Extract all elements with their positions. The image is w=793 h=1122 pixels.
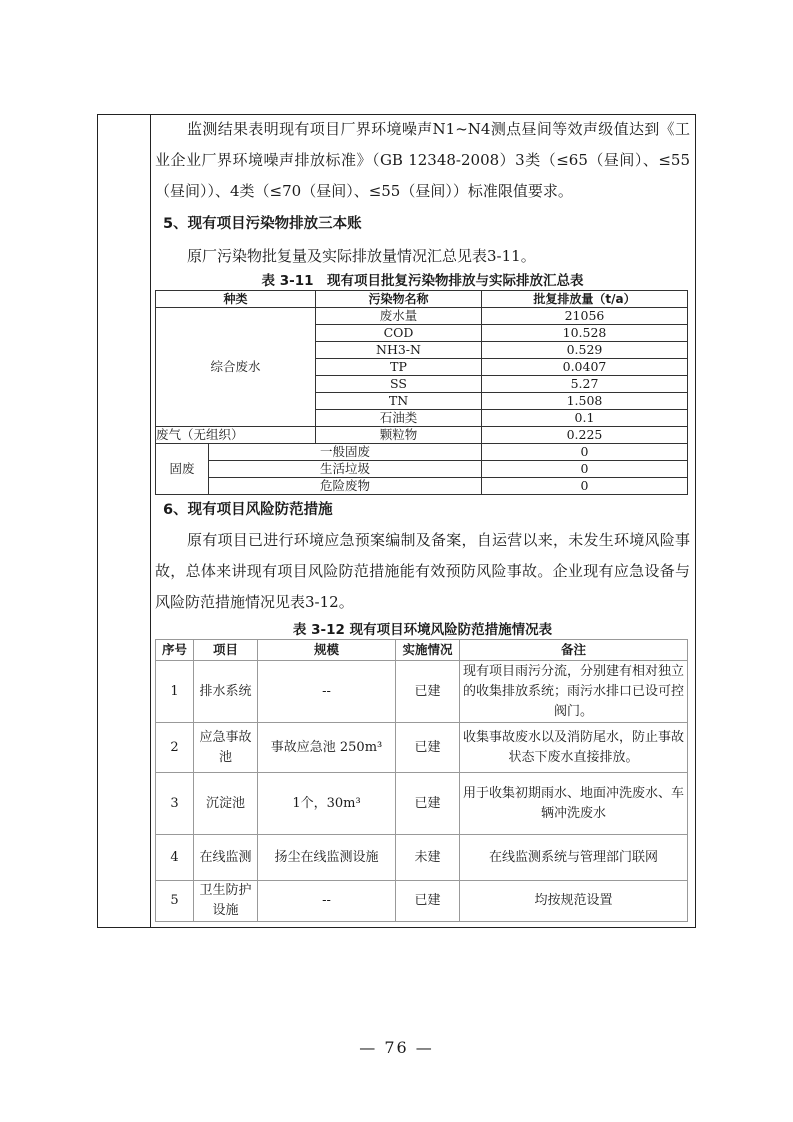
section5-heading: 5、现有项目污染物排放三本账 [163, 216, 362, 232]
table-3-12-caption: 表 3-12 现有项目环境风险防范措施情况表 [292, 622, 553, 638]
page-number: — 76 — [359, 1038, 434, 1057]
header-scale: 规模 [258, 640, 396, 661]
row-no: 3 [156, 773, 194, 835]
row-item: 卫生防护设施 [194, 881, 258, 922]
row-status: 已建 [396, 723, 460, 773]
row-note: 用于收集初期雨水、地面冲洗废水、车辆冲洗废水 [460, 773, 688, 835]
row-note: 均按规范设置 [460, 881, 688, 922]
pollutant-value: 5.27 [482, 376, 688, 393]
row-no: 4 [156, 835, 194, 881]
pollutant-value: 0.1 [482, 410, 688, 427]
category-exhaust: 废气（无组织） [156, 427, 316, 444]
pollutant-value: 0.529 [482, 342, 688, 359]
pollutant-name: 颗粒物 [316, 427, 482, 444]
header-no: 序号 [156, 640, 194, 661]
pollutant-value: 0 [482, 444, 688, 461]
pollutant-value: 0.225 [482, 427, 688, 444]
pollutant-name: TN [316, 393, 482, 410]
pollutant-value: 0 [482, 478, 688, 495]
row-item: 排水系统 [194, 661, 258, 723]
section6-paragraph: 原有项目已进行环境应急预案编制及备案，自运营以来，未发生环境风险事故，总体来讲现有项目风险防范措施能有效预防风险事故。企业现有应急设备与风险防范措施情况见表3-12。 [155, 531, 690, 611]
pollutant-value: 10.528 [482, 325, 688, 342]
content-area [155, 114, 690, 922]
table-3-12 [155, 639, 688, 922]
table-row [156, 723, 688, 773]
intro-paragraph: 监测结果表明现有项目厂界环境噪声N1~N4测点昼间等效声级值达到《工业企业厂界环境噪声排放标准》（GB 12348-2008）3类（≤65（昼间）、≤55（昼间））、4类（≤70（昼间）、≤55（昼间））标准限值要求。 [155, 120, 690, 200]
category-solid: 固废 [156, 444, 209, 494]
row-no: 1 [156, 661, 194, 723]
row-scale: 1个，30m³ [258, 773, 396, 835]
table-row [156, 308, 688, 325]
row-status: 已建 [396, 661, 460, 723]
table-row [156, 835, 688, 881]
row-no: 2 [156, 723, 194, 773]
category-wastewater: 综合废水 [156, 308, 316, 427]
header-status: 实施情况 [396, 640, 460, 661]
pollutant-value: 21056 [482, 308, 688, 325]
row-item: 在线监测 [194, 835, 258, 881]
table-row [156, 427, 688, 444]
solid-waste-group [156, 444, 482, 495]
header-approved-amount: 批复排放量（t/a） [482, 291, 688, 308]
row-item: 应急事故池 [194, 723, 258, 773]
pollutant-value: 0.0407 [482, 359, 688, 376]
row-scale: -- [258, 881, 396, 922]
header-pollutant: 污染物名称 [316, 291, 482, 308]
frame-divider [150, 115, 151, 927]
header-category: 种类 [156, 291, 316, 308]
pollutant-name: TP [316, 359, 482, 376]
row-no: 5 [156, 881, 194, 922]
pollutant-name: 废水量 [316, 308, 482, 325]
table-row [156, 881, 688, 922]
pollutant-name: 危险废物 [319, 478, 370, 493]
row-scale: 扬尘在线监测设施 [258, 835, 396, 881]
row-note: 现有项目雨污分流，分别建有相对独立的收集排放系统；雨污水排口已设可控阀门。 [460, 661, 688, 723]
row-note: 在线监测系统与管理部门联网 [460, 835, 688, 881]
pollutant-name: SS [316, 376, 482, 393]
table-row [156, 661, 688, 723]
row-note: 收集事故废水以及消防尾水，防止事故状态下废水直接排放。 [460, 723, 688, 773]
pollutant-name: NH3-N [316, 342, 482, 359]
section6-heading: 6、现有项目风险防范措施 [163, 502, 333, 518]
table-header-row [156, 640, 688, 661]
row-item: 沉淀池 [194, 773, 258, 835]
pollutant-value: 0 [482, 461, 688, 478]
section5-paragraph: 原厂污染物批复量及实际排放量情况汇总见表3-11。 [187, 247, 536, 265]
header-note: 备注 [460, 640, 688, 661]
table-row [156, 773, 688, 835]
header-item: 项目 [194, 640, 258, 661]
table-3-11-caption: 表 3-11 现有项目批复污染物排放与实际排放汇总表 [261, 273, 584, 289]
row-status: 已建 [396, 773, 460, 835]
pollutant-name: COD [316, 325, 482, 342]
row-scale: -- [258, 661, 396, 723]
pollutant-name: 石油类 [316, 410, 482, 427]
pollutant-name: 生活垃圾 [209, 461, 482, 478]
row-status: 已建 [396, 881, 460, 922]
solid-waste-subtable [156, 444, 481, 494]
pollutant-name: 一般固废 [209, 444, 482, 461]
table-3-11 [155, 290, 688, 495]
pollutant-value: 1.508 [482, 393, 688, 410]
table-row [156, 444, 688, 461]
table-header-row [156, 291, 688, 308]
row-scale: 事故应急池 250m³ [258, 723, 396, 773]
row-status: 未建 [396, 835, 460, 881]
